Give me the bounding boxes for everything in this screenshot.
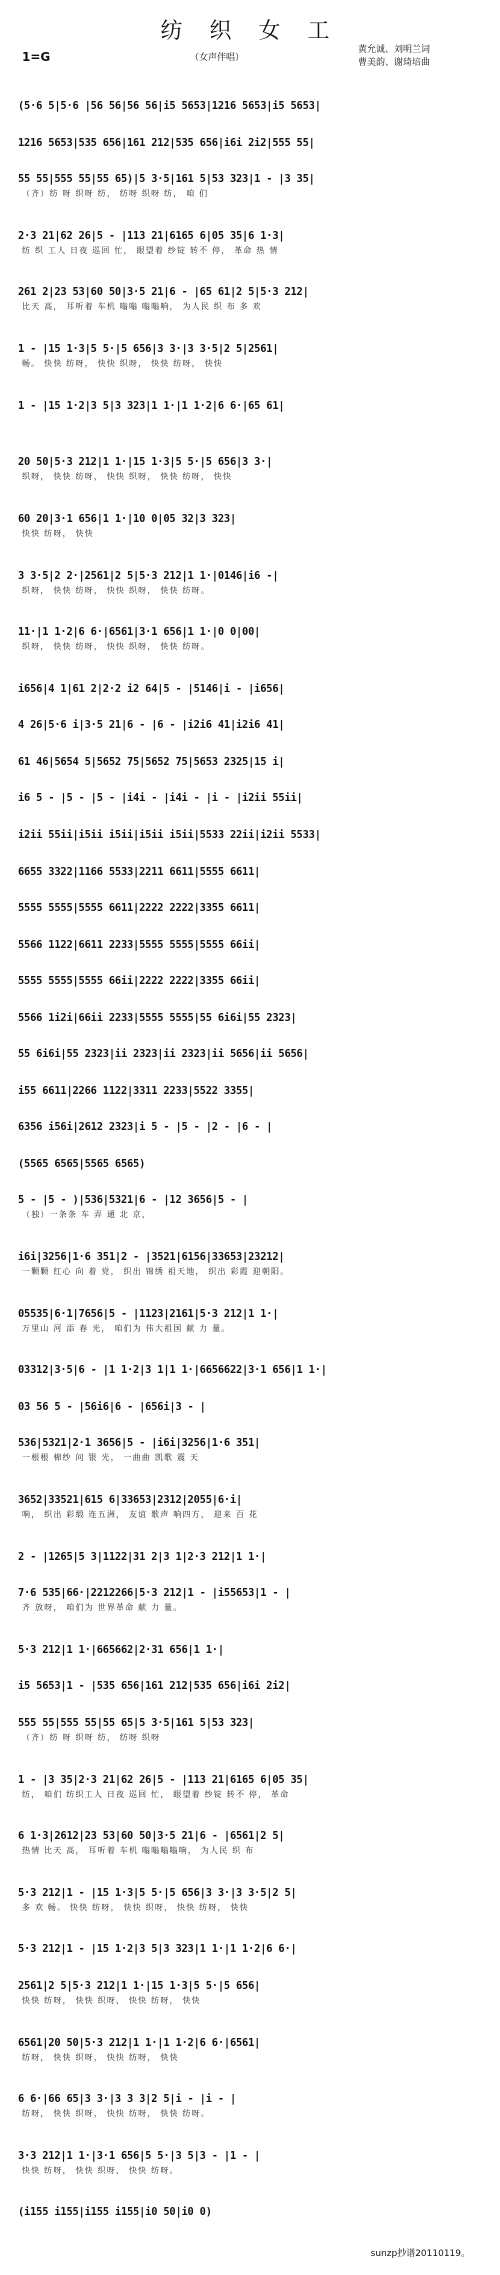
score-header — [0, 0, 500, 92]
composer-credit: 曹美韵、谢琦培曲 — [358, 58, 431, 68]
notation-line: i6 5 - |5 - |5 - |i4i - |i4i - |i - |i2ii 55ii| — [18, 792, 492, 804]
notation-line: i6i|3256|1·6 351|2 - |3521|6156|33653|23212| — [18, 1251, 492, 1263]
lyric-line: 织呀， 快快 纺呀， 快快 织呀， 快快 纺呀。 — [22, 585, 211, 595]
notation-line: 20 50|5·3 212|1 1·|15 1·3|5 5·|5 656|3 3·| — [18, 456, 492, 468]
score-line — [0, 1879, 500, 1936]
notation-line: 5 - |5 - )|536|5321|6 - |12 3656|5 - | — [18, 1194, 492, 1206]
score-line — [0, 857, 500, 894]
lyric-line: （齐）纺 呀 织呀 纺， 纺呀 织呀 纺， 咱 们 — [22, 189, 209, 199]
lyric-line: 多 欢 畅。 快快 纺呀， 快快 织呀， 快快 纺呀， 快快 — [22, 1902, 249, 1912]
notation-line: 6 1·3|2612|23 53|60 50|3·5 21|6 - |6561|2 5| — [18, 1830, 492, 1842]
notation-line: 55 6i6i|55 2323|ii 2323|ii 2323|ii 5656|ii 5656| — [18, 1048, 492, 1060]
notation-line: i5 5653|1 - |535 656|161 212|535 656|i6i 2i2| — [18, 1680, 492, 1692]
lyric-line: （齐）纺 呀 织呀 纺， 纺呀 织呀 — [22, 1732, 161, 1742]
score-line — [0, 1543, 500, 1580]
score-line — [0, 505, 500, 562]
lyric-line: 响， 织出 彩缎 连五洲， 友谊 歌声 响四方， 迎来 百 花 — [22, 1509, 259, 1519]
score-line — [0, 967, 500, 1004]
score-line — [0, 748, 500, 785]
score-line — [0, 1004, 500, 1041]
score-line — [0, 711, 500, 748]
score-line — [0, 1486, 500, 1543]
score-line — [0, 165, 500, 222]
transcriber-tag: sunzp抄谱20110119。 — [370, 2249, 470, 2259]
lyric-line: 纺呀， 快快 织呀， 快快 纺呀， 快快 纺呀。 — [22, 2109, 211, 2119]
score-line — [0, 1429, 500, 1486]
lyric-line: 快快 纺呀， 快快 — [22, 528, 94, 538]
score-line — [0, 618, 500, 675]
lyric-line: 织呀， 快快 纺呀， 快快 织呀， 快快 纺呀， 快快 — [22, 472, 233, 482]
notation-line: 5·3 212|1 - |15 1·2|3 5|3 323|1 1·|1 1·2|6 6·| — [18, 1943, 492, 1955]
score-line — [0, 1186, 500, 1243]
score-line — [0, 1672, 500, 1709]
lyric-line: 纺 织 工人 日夜 巡回 忙， 眼望着 纱锭 转不 停， 革命 热 情 — [22, 245, 279, 255]
score-line — [0, 2029, 500, 2086]
score-line — [0, 821, 500, 858]
lyric-line: 织呀， 快快 纺呀， 快快 织呀， 快快 纺呀。 — [22, 642, 211, 652]
lyric-line: 热情 比天 高， 耳听着 车机 嗡嗡嗡嗡响， 为人民 织 布 — [22, 1846, 255, 1856]
notation-line: 2 - |1265|5 3|1122|31 2|3 1|2·3 212|1 1·| — [18, 1551, 492, 1563]
notation-line: 6356 i56i|2612 2323|i 5 - |5 - |2 - |6 - | — [18, 1121, 492, 1133]
notation-line: 1 - |3 35|2·3 21|62 26|5 - |113 21|6165 6|05 35| — [18, 1774, 492, 1786]
score-line — [0, 1709, 500, 1766]
notation-line: 60 20|3·1 656|1 1·|10 0|05 32|3 323| — [18, 513, 492, 525]
score-line — [0, 1765, 500, 1822]
notation-line: 03 56 5 - |56i6|6 - |656i|3 - | — [18, 1401, 492, 1413]
score-line — [0, 222, 500, 279]
lyric-line: 快快 纺呀， 快快 织呀， 快快 纺呀。 — [22, 2165, 179, 2175]
notation-line: 3652|33521|615 6|33653|2312|2055|6·i| — [18, 1494, 492, 1506]
song-title: 纺 织 女 工 — [160, 19, 340, 44]
score-line — [0, 562, 500, 619]
notation-line: 5566 1122|6611 2233|5555 5555|5555 66ii| — [18, 939, 492, 951]
score-line — [0, 129, 500, 166]
lyric-line: 快快 纺呀， 快快 织呀， 快快 纺呀， 快快 — [22, 1995, 201, 2005]
score-line — [0, 278, 500, 335]
lyric-line: （独）一条条 车 弄 通 北 京， — [22, 1210, 152, 1220]
credits — [358, 44, 430, 70]
lyric-line: 纺， 咱们 纺织工人 日夜 巡回 忙， 眼望着 纱锭 转不 停， 革命 — [22, 1789, 290, 1799]
score-line — [0, 1579, 500, 1636]
lyric-line: 比天 高， 耳听着 车机 嗡嗡 嗡嗡响， 为人民 织 布 多 欢 — [22, 302, 262, 312]
lyric-line: 畅。 快快 纺呀， 快快 织呀， 快快 纺呀， 快快 — [22, 359, 223, 368]
notation-line: 61 46|5654 5|5652 75|5652 75|5653 2325|15 i| — [18, 756, 492, 768]
score-line — [0, 1935, 500, 1972]
lyric-line: 齐 放呀， 咱们为 世界革命 献 力 量。 — [22, 1603, 183, 1613]
notation-line: 1216 5653|535 656|161 212|535 656|i6i 2i2|555 55| — [18, 137, 492, 149]
score-line — [0, 1243, 500, 1300]
notation-line: 4 26|5·6 i|3·5 21|6 - |6 - |i2i6 41|i2i6 41| — [18, 719, 492, 731]
notation-line: 55 55|555 55|55 65)|5 3·5|161 5|53 323|1 - |3 35| — [18, 173, 492, 185]
notation-line: 1 - |15 1·2|3 5|3 323|1 1·|1 1·2|6 6·|65 61| — [18, 400, 492, 412]
notation-line: i55 6611|2266 1122|3311 2233|5522 3355| — [18, 1085, 492, 1097]
notation-line: i656|4 1|61 2|2·2 i2 64|5 - |5146|i - |i656| — [18, 683, 492, 695]
notation-line: 5566 1i2i|66ii 2233|5555 5555|55 6i6i|55 2323| — [18, 1012, 492, 1024]
score-line — [0, 392, 500, 449]
score-line — [0, 92, 500, 129]
notation-line: 6561|20 50|5·3 212|1 1·|1 1·2|6 6·|6561| — [18, 2037, 492, 2049]
score-line — [0, 784, 500, 821]
lyricist-credit: 黄允诚、刘明兰词 — [358, 45, 431, 55]
lyric-line: 万里山 河 添 春 光， 咱们为 伟大祖国 献 力 量。 — [22, 1323, 231, 1333]
score-line — [0, 1150, 500, 1187]
lyric-line: 一根根 棉纱 问 银 光， 一曲曲 凯歌 震 天 — [22, 1453, 200, 1463]
notation-line: (i155 i155|i155 i155|i0 50|i0 0) — [18, 2206, 492, 2218]
score-line — [0, 1040, 500, 1077]
score-line — [0, 1300, 500, 1357]
score-line — [0, 2198, 500, 2235]
key-signature: 1=G — [22, 50, 51, 64]
score-line — [0, 1636, 500, 1673]
notation-line: 6655 3322|1166 5533|2211 6611|5555 6611| — [18, 866, 492, 878]
lyric-line: 一颗颗 红心 向 着 党， 织出 锦绣 祖天地， 织出 彩霞 迎朝阳。 — [22, 1267, 290, 1276]
notation-line: 2·3 21|62 26|5 - |113 21|6165 6|05 35|6 1·3| — [18, 230, 492, 242]
lyric-line: 纺呀， 快快 织呀， 快快 纺呀， 快快 — [22, 2052, 179, 2062]
notation-line: 05535|6·1|7656|5 - |1123|2161|5·3 212|1 1·| — [18, 1308, 492, 1320]
notation-line: 3 3·5|2 2·|2561|2 5|5·3 212|1 1·|0146|i6 -| — [18, 570, 492, 582]
notation-line: 6 6·|66 65|3 3·|3 3 3|2 5|i - |i - | — [18, 2093, 492, 2105]
notation-line: (5565 6565|5565 6565) — [18, 1158, 492, 1170]
score-line — [0, 2085, 500, 2142]
notation-line: 03312|3·5|6 - |1 1·2|3 1|1 1·|6656622|3·1 656|1 1·| — [18, 1364, 492, 1376]
score-line — [0, 1077, 500, 1114]
score-line — [0, 1356, 500, 1393]
score-line — [0, 448, 500, 505]
notation-line: 5555 5555|5555 66ii|2222 2222|3355 66ii| — [18, 975, 492, 987]
notation-line: 7·6 535|66·|2212266|5·3 212|1 - |i55653|1 - | — [18, 1587, 492, 1599]
notation-line: i2ii 55ii|i5ii i5ii|i5ii i5ii|5533 22ii|i2ii 5533| — [18, 829, 492, 841]
score-line — [0, 1972, 500, 2029]
notation-line: (5·6 5|5·6 |56 56|56 56|i5 5653|1216 5653|i5 5653| — [18, 100, 492, 112]
notation-line: 555 55|555 55|55 65|5 3·5|161 5|53 323| — [18, 1717, 492, 1729]
score-line — [0, 2142, 500, 2199]
score-line — [0, 931, 500, 968]
notation-line: 11·|1 1·2|6 6·|6561|3·1 656|1 1·|0 0|00| — [18, 626, 492, 638]
score-line — [0, 1113, 500, 1150]
score-line — [0, 1822, 500, 1879]
score-line — [0, 1393, 500, 1430]
notation-line: 261 2|23 53|60 50|3·5 21|6 - |65 61|2 5|5·3 212| — [18, 286, 492, 298]
performance-note: （女声伴唱） — [190, 53, 245, 63]
notation-line: 3·3 212|1 1·|3·1 656|5 5·|3 5|3 - |1 - | — [18, 2150, 492, 2162]
notation-line: 536|5321|2·1 3656|5 - |i6i|3256|1·6 351| — [18, 1437, 492, 1449]
score-line — [0, 335, 500, 392]
notation-line: 5555 5555|5555 6611|2222 2222|3355 6611| — [18, 902, 492, 914]
notation-line: 5·3 212|1 - |15 1·3|5 5·|5 656|3 3·|3 3·5|2 5| — [18, 1887, 492, 1899]
score-line — [0, 675, 500, 712]
notation-line: 5·3 212|1 1·|665662|2·31 656|1 1·| — [18, 1644, 492, 1656]
score-line — [0, 894, 500, 931]
notation-line: 2561|2 5|5·3 212|1 1·|15 1·3|5 5·|5 656| — [18, 1980, 492, 1992]
notation-line: 1 - |15 1·3|5 5·|5 656|3 3·|3 3·5|2 5|2561| — [18, 343, 492, 355]
